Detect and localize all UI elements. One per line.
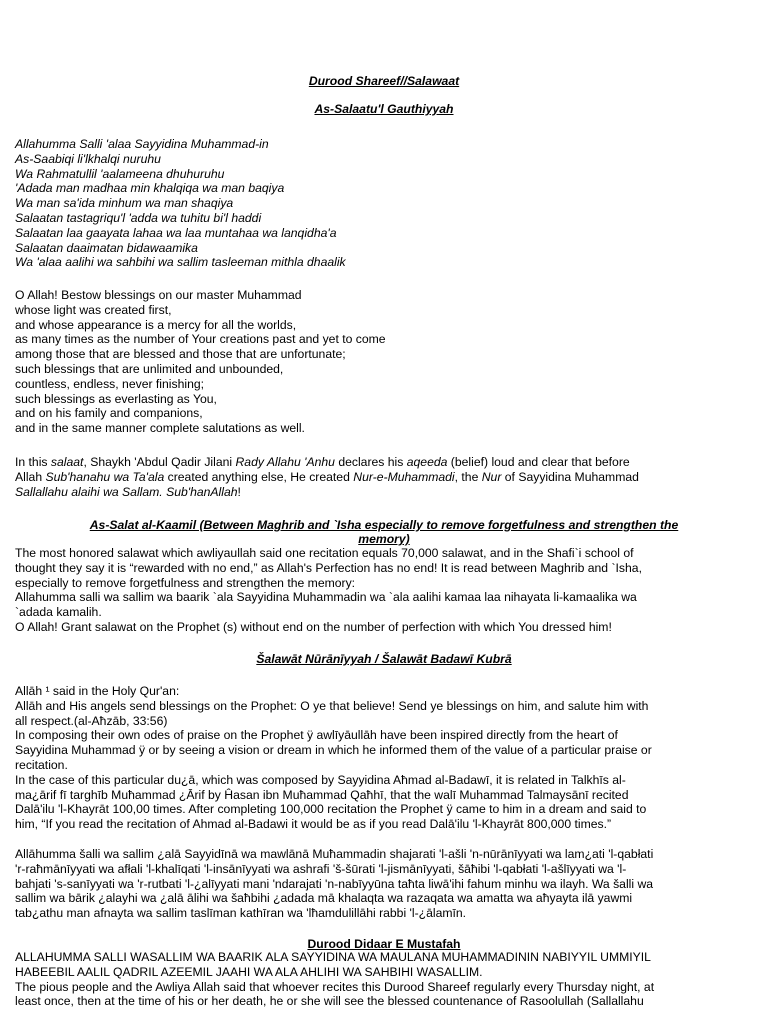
text-line: Sayyidina Muhammad ÿ or by seeing a vision or dream in which he informed them of the value of a particular praise or xyxy=(15,743,652,758)
text-line: The most honored salawat which awliyaullah said one recitation equals 70,000 salawat, and in the Shafi`i school of xyxy=(15,546,634,560)
text-line: countless, endless, never finishing; xyxy=(15,376,205,391)
text-line: as many times as the number of Your creations past and yet to come xyxy=(15,332,386,347)
section-title-kaamil-line2: memory) xyxy=(358,532,410,546)
text-line: ALLAHUMMA SALLI WASALLIM WA BAARIK ALA SAYYIDINA WA MAULANA MUHAMMADININ NABIYYIL UMMIYIL xyxy=(15,950,651,964)
transliteration-paragraph xyxy=(15,847,705,921)
text-line: Wa Rahmatullil 'aalameena dhuhuruhu xyxy=(15,166,225,181)
text-line: Salaatan tastagriqu'l 'adda wa tuhitu bi'l haddi xyxy=(15,210,262,225)
text-line: Sallallahu alaihi wa Sallam. Sub'hanAllah! xyxy=(15,484,241,499)
text-line: Allāh and His angels send blessings on the Prophet: O ye that believe! Send ye blessings on him, and salute him with xyxy=(15,698,649,713)
text-line: Allahumma salli wa sallim wa baarik `ala Sayyidina Muhammadin wa `ala aalihi kamaa laa nihayata li-kamaalika wa xyxy=(15,590,637,605)
text-line: In the case of this particular du¿ā, which was composed by Sayyidina Aħmad al-Badawī, it is related in Talkhīs al- xyxy=(15,772,626,787)
document-title: Durood Shareef//Salawaat xyxy=(308,74,460,88)
text-line: As-Saabiqi li'lkhalqi nuruhu xyxy=(15,151,161,166)
gauthiyyah-arabic-block xyxy=(15,137,705,270)
text-line: `adada kamalih. xyxy=(15,605,102,620)
text-line: 'r-raħmānīyyati wa afłali 'l-khalīqati 'l-insānīyyati wa ashrafi 'š-šūrati 'l-jismānīyyati, šāħibi 'l-qabłati 'l-ašlīyyati wa 'l- xyxy=(15,861,627,876)
section-title-kaamil-line1: As-Salat al-Kaamil (Between Maghrib and `Isha especially to remove forgetfulness and strengthen the xyxy=(89,518,679,532)
text-line: thought they say it is “rewarded with no end,” as Allah's Perfection has no end! It is read between Maghrib and `Isha, xyxy=(15,560,642,575)
text-line: Wa 'alaa aalihi wa sahbihi wa sallim tasleeman mithla dhaalik xyxy=(15,255,346,270)
kaamil-paragraph xyxy=(15,546,705,635)
section-title-gauthiyyah: As-Salaatu'l Gauthiyyah xyxy=(314,102,454,116)
text-line: Dalā'ilu 'l-Khayrāt 100,00 times. After completing 100,000 recitation the Prophet ÿ came to him in a dream and said to xyxy=(15,802,647,817)
text-line: bahjati 's-sanīyyati wa 'r-rutbati 'l-¿alīyyati mani 'ndarajati 'n-nabīyyūna taħta liwā'ihi fahum minhu wa ilayh. Wa šalli wa xyxy=(15,876,654,891)
text-line: and on his family and companions, xyxy=(15,406,203,421)
section-title-didaar: Durood Didaar E Mustafah xyxy=(307,937,461,951)
text-line: and in the same manner complete salutations as well. xyxy=(15,421,305,436)
text-line: Wa man sa'ida minhum wa man shaqiya xyxy=(15,196,234,211)
text-line: Allahumma Salli 'alaa Sayyidina Muhammad-in xyxy=(15,137,269,151)
text-line: Allāhumma šalli wa sallim ¿alā Sayyidīnā wa mawlānā Muħammadin shajarati 'l-ašli 'n-nūrānīyyati wa lam¿ati 'l-qabłati xyxy=(15,847,654,861)
text-line: O Allah! Bestow blessings on our master Muhammad xyxy=(15,288,302,302)
text-line: him, “If you read the recitation of Ahmad al-Badawi it would be as if you read Dalā'ilu 'l-Khayrāt 800,000 times.” xyxy=(15,817,612,832)
text-line: such blessings that are unlimited and unbounded, xyxy=(15,361,284,376)
text-line: Salaatan laa gaayata lahaa wa laa muntahaa wa lanqidha'a xyxy=(15,225,337,240)
text-line: whose light was created first, xyxy=(15,302,172,317)
text-line: tab¿athu man afnayta wa sallim taslīman kathīran wa 'lħamdulillāhi rabbi 'l-¿ālamīn. xyxy=(15,906,467,921)
text-line: all respect.(al-Aħzāb, 33:56) xyxy=(15,713,168,728)
text-line: Allah Sub'hanahu wa Ta'ala created anything else, He created Nur-e-Muhammadi, the Nur of Sayyidina Muhammad xyxy=(15,469,639,484)
text-line: Allāh ¹ said in the Holy Qur'an: xyxy=(15,684,180,698)
text-line: least once, then at the time of his or her death, he or she will see the blessed countenance of Rasoolullah (Sallallahu xyxy=(15,994,644,1009)
didaar-paragraph xyxy=(15,950,705,1009)
section-title-nuraniyyah: Šalawāt Nūrānīyyah / Šalawāt Badawī Kubrā xyxy=(256,652,512,666)
gauthiyyah-english-block xyxy=(15,288,705,436)
nuraniyyah-paragraph xyxy=(15,684,705,832)
text-line: especially to remove forgetfulness and strengthen the memory: xyxy=(15,575,356,590)
text-line: HABEEBIL AALIL QADRIL AZEEMIL JAAHI WA ALA AHLIHI WA SAHBIHI WASALLIM. xyxy=(15,964,483,979)
text-line: O Allah! Grant salawat on the Prophet (s) without end on the number of perfection with which You dressed him! xyxy=(15,619,612,634)
text-line: In this salaat, Shaykh 'Abdul Qadir Jilani Rady Allahu 'Anhu declares his aqeeda (belief) loud and clear that before xyxy=(15,455,630,469)
text-line: The pious people and the Awliya Allah said that whoever recites this Durood Shareef regularly every Thursday night, at xyxy=(15,979,655,994)
text-line: such blessings as everlasting as You, xyxy=(15,391,217,406)
salaat-commentary-paragraph xyxy=(15,455,705,499)
text-line: and whose appearance is a mercy for all the worlds, xyxy=(15,317,297,332)
text-line: among those that are blessed and those that are unfortunate; xyxy=(15,347,346,362)
text-line: 'Adada man madhaa min khalqiqa wa man baqiya xyxy=(15,181,285,196)
text-line: Salaatan daaimatan bidawaamika xyxy=(15,240,198,255)
text-line: recitation. xyxy=(15,757,68,772)
text-line: In composing their own odes of praise on the Prophet ÿ awlīyāullāh have been inspired directly from the heart of xyxy=(15,728,618,743)
text-line: ma¿ārif fī targhīb Muħammad ¿Ārif by Ĥasan ibn Muħammad Qaħhī, that the walī Muhammad Talmaysānī recited xyxy=(15,787,629,802)
text-line: sallim wa bārik ¿alayhi wa ¿alā ālihi wa šaħbihi ¿adada mā khalaqta wa razaqata wa amatta wa aħyayta ilā yawmi xyxy=(15,891,633,906)
